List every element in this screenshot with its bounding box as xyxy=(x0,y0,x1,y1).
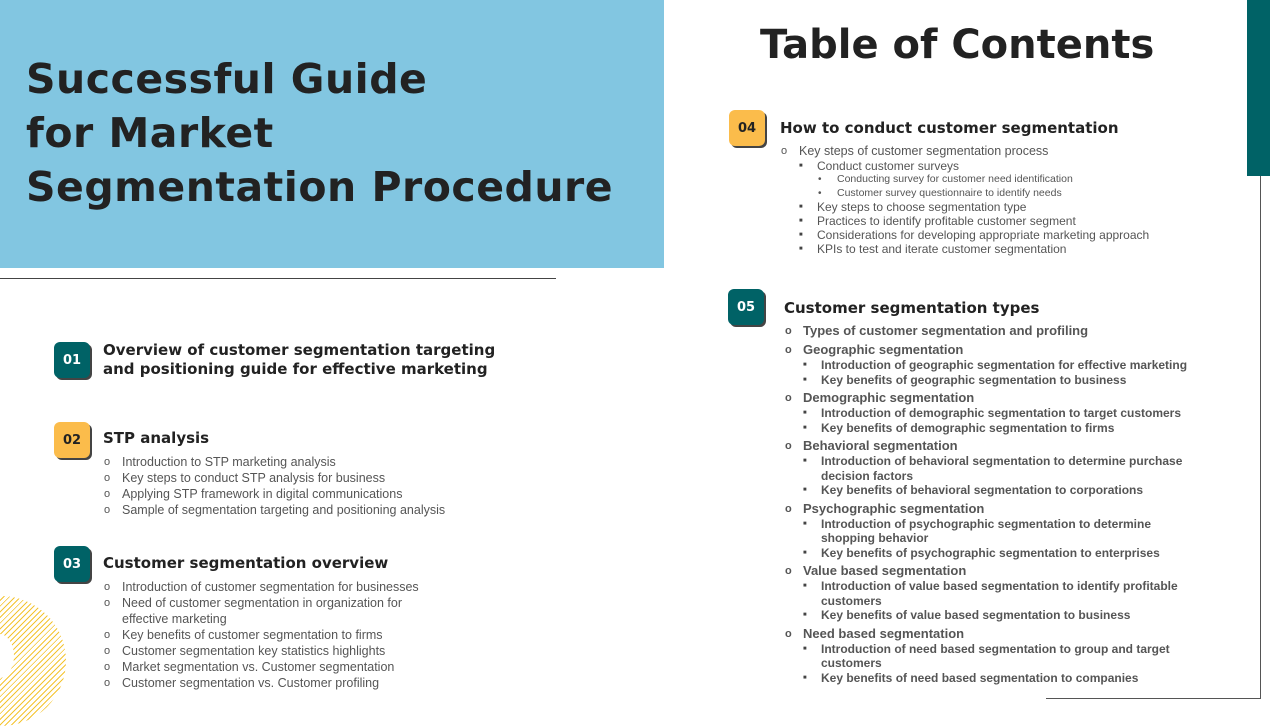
list-item[interactable] xyxy=(785,390,1195,435)
list-item[interactable]: o Customer segmentation key statistics highlights xyxy=(104,643,434,659)
sub-sub-list xyxy=(817,173,1201,200)
sub-item[interactable]: ■ KPIs to test and iterate customer segmentation xyxy=(799,242,1201,256)
section-title-03[interactable]: Customer segmentation overview xyxy=(103,554,389,572)
section-badge-01: 01 xyxy=(54,342,90,378)
list-item[interactable]: o Applying STP framework in digital communications xyxy=(104,486,544,502)
sub-item[interactable]: ■ Introduction of demographic segmentation to target customers xyxy=(803,406,1195,421)
sub-item[interactable] xyxy=(799,159,1201,200)
list-item[interactable]: o Introduction of customer segmentation for businesses xyxy=(104,579,434,595)
sub-item[interactable]: ■ Practices to identify profitable customer segment xyxy=(799,214,1201,228)
sub-item[interactable]: ■ Key steps to choose segmentation type xyxy=(799,200,1201,214)
title-panel xyxy=(0,0,664,268)
list-item[interactable] xyxy=(785,342,1195,387)
list-item-label: Psychographic segmentation xyxy=(803,500,985,516)
list-item[interactable]: o Customer segmentation vs. Customer profiling xyxy=(104,675,434,691)
list-item[interactable]: o Sample of segmentation targeting and positioning analysis xyxy=(104,502,544,518)
section-title-05[interactable]: Customer segmentation types xyxy=(784,299,1040,317)
list-item[interactable]: o Market segmentation vs. Customer segmentation xyxy=(104,659,434,675)
section-badge-05: 05 xyxy=(728,289,764,325)
sub-list xyxy=(803,579,1195,623)
sub-sub-item[interactable]: • Customer survey questionnaire to identify needs xyxy=(817,187,1201,201)
sub-item[interactable]: ■ Key benefits of behavioral segmentation to corporations xyxy=(803,483,1195,498)
section-title-02[interactable]: STP analysis xyxy=(103,429,210,447)
list-item-label: Key steps of customer segmentation process xyxy=(799,144,1049,158)
sub-item[interactable]: ■ Key benefits of value based segmentation to business xyxy=(803,608,1195,623)
list-item[interactable]: o Key steps to conduct STP analysis for business xyxy=(104,470,544,486)
sub-list xyxy=(803,358,1195,387)
sub-list xyxy=(799,159,1201,256)
sub-item-label: Conduct customer surveys xyxy=(817,159,960,173)
sub-item[interactable]: ■ Considerations for developing appropriate marketing approach xyxy=(799,228,1201,242)
section-list-03 xyxy=(104,579,434,691)
section-list-02 xyxy=(104,454,544,518)
sub-list xyxy=(803,642,1195,686)
section-title-line: and positioning guide for effective marketing xyxy=(103,360,488,378)
list-item[interactable]: o Key benefits of customer segmentation to firms xyxy=(104,627,434,643)
sub-sub-item[interactable]: • Conducting survey for customer need identification xyxy=(817,173,1201,187)
sub-list xyxy=(803,406,1195,435)
section-title-line: Overview of customer segmentation targeting xyxy=(103,341,496,359)
list-item[interactable] xyxy=(785,501,1195,561)
list-item[interactable] xyxy=(785,563,1195,623)
sub-item[interactable]: ■ Key benefits of geographic segmentation to business xyxy=(803,373,1195,388)
sub-item[interactable]: ■ Key benefits of demographic segmentation to firms xyxy=(803,421,1195,436)
sub-item[interactable]: ■ Introduction of psychographic segmentation to determine shopping behavior xyxy=(803,517,1195,546)
list-item[interactable] xyxy=(785,626,1195,686)
sub-list xyxy=(803,454,1195,498)
toc-heading: Table of Contents xyxy=(760,22,1155,68)
decorative-circle xyxy=(0,596,66,726)
section-list-05 xyxy=(785,323,1195,688)
accent-bar xyxy=(1247,0,1270,176)
list-item-label: Value based segmentation xyxy=(803,563,967,578)
list-item[interactable] xyxy=(781,143,1201,256)
sub-item[interactable]: ■ Introduction of need based segmentation to group and target customers xyxy=(803,642,1195,671)
section-badge-04: 04 xyxy=(729,110,765,146)
section-badge-03: 03 xyxy=(54,546,90,582)
section-title-01[interactable] xyxy=(103,341,495,379)
list-item-label: Types of customer segmentation and profiling xyxy=(803,323,1089,338)
main-title-line: Successful Guide xyxy=(26,55,428,103)
section-badge-02: 02 xyxy=(54,422,90,458)
main-title-line: for Market xyxy=(26,109,274,157)
sub-item[interactable]: ■ Introduction of geographic segmentation for effective marketing xyxy=(803,358,1195,373)
divider-line xyxy=(0,278,556,279)
sub-item[interactable]: ■ Key benefits of psychographic segmentation to enterprises xyxy=(803,546,1195,561)
frame-line-vertical xyxy=(1260,176,1261,698)
list-item-label: Need based segmentation xyxy=(803,625,965,641)
main-title-line: Segmentation Procedure xyxy=(26,163,614,211)
sub-item[interactable]: ■ Introduction of behavioral segmentation to determine purchase decision factors xyxy=(803,454,1195,483)
list-item-label: Geographic segmentation xyxy=(803,342,964,357)
main-title xyxy=(26,52,613,214)
list-item[interactable]: o Introduction to STP marketing analysis xyxy=(104,454,544,470)
section-title-04[interactable]: How to conduct customer segmentation xyxy=(780,119,1119,137)
list-item-label: Behavioral segmentation xyxy=(803,438,958,453)
list-item[interactable] xyxy=(785,323,1195,339)
frame-line-horizontal xyxy=(1046,698,1261,699)
list-item[interactable]: o Need of customer segmentation in organization for effective marketing xyxy=(104,595,434,627)
sub-item[interactable]: ■ Introduction of value based segmentation to identify profitable customers xyxy=(803,579,1195,608)
list-item[interactable] xyxy=(785,438,1195,498)
section-list-04 xyxy=(781,143,1201,256)
list-item-label: Demographic segmentation xyxy=(803,390,975,405)
sub-list xyxy=(803,517,1195,561)
sub-item[interactable]: ■ Key benefits of need based segmentation to companies xyxy=(803,671,1195,686)
